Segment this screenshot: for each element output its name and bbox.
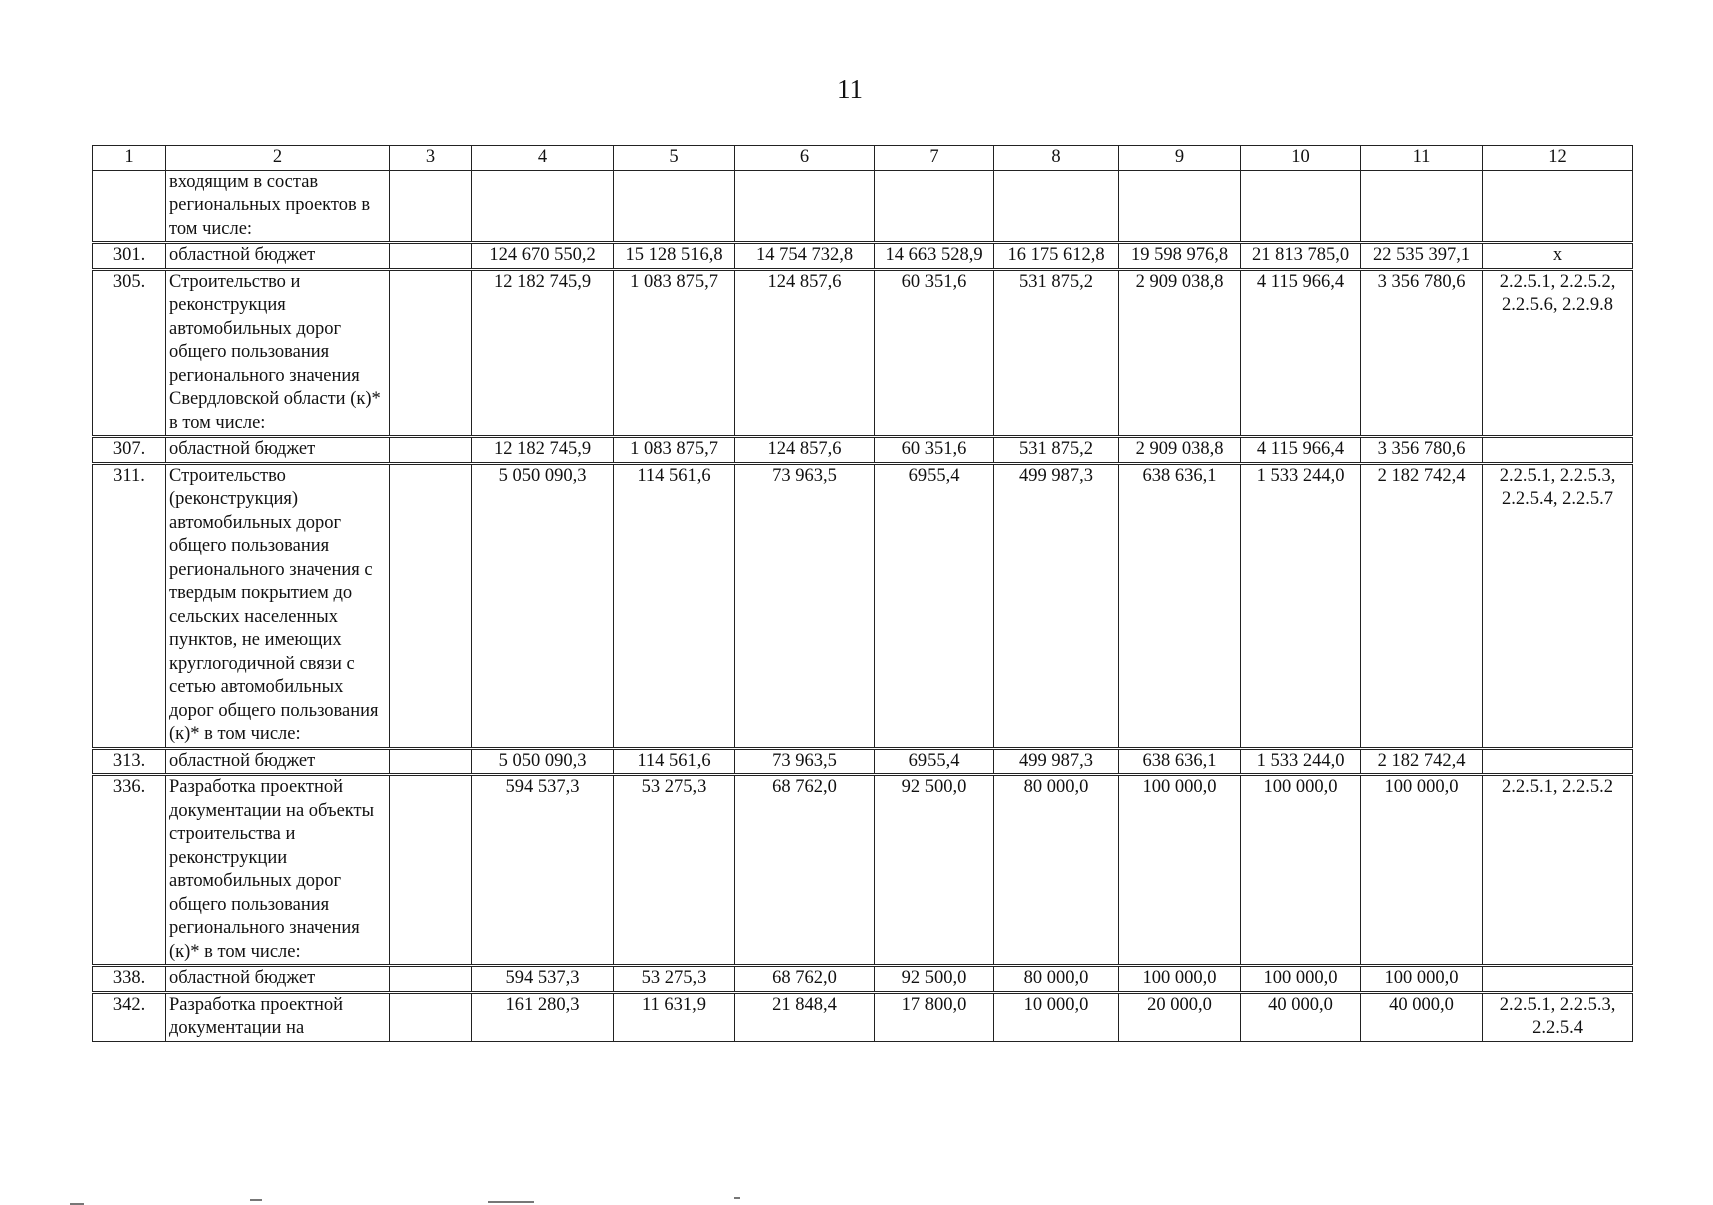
value-cell: 594 537,3 xyxy=(472,775,614,966)
value-cell: 5 050 090,3 xyxy=(472,748,614,775)
value-cell: 12 182 745,9 xyxy=(472,269,614,437)
reference-cell: 2.2.5.1, 2.2.5.3, 2.2.5.4, 2.2.5.7 xyxy=(1483,463,1633,748)
value-cell: 10 000,0 xyxy=(994,992,1119,1041)
scan-mark xyxy=(734,1197,740,1199)
column-header-5: 5 xyxy=(614,146,735,171)
value-cell: 92 500,0 xyxy=(875,966,994,993)
scan-mark xyxy=(488,1201,534,1203)
table-row xyxy=(93,243,1633,270)
column-header-1: 1 xyxy=(93,146,166,171)
row-name-cell: Разработка проектной документации на объекты строительства и реконструкции автомобильных дорог общего пользования регионального значения (к)* в том числе: xyxy=(166,775,390,966)
value-cell: 638 636,1 xyxy=(1119,748,1241,775)
value-cell: 53 275,3 xyxy=(614,966,735,993)
value-cell: 12 182 745,9 xyxy=(472,437,614,464)
value-cell: 638 636,1 xyxy=(1119,463,1241,748)
column-header-4: 4 xyxy=(472,146,614,171)
value-cell: 531 875,2 xyxy=(994,269,1119,437)
row-name-cell: областной бюджет xyxy=(166,748,390,775)
value-cell: 60 351,6 xyxy=(875,437,994,464)
column-number-row xyxy=(93,146,1633,171)
value-cell: 594 537,3 xyxy=(472,966,614,993)
column-3-cell xyxy=(390,992,472,1041)
reference-cell: 2.2.5.1, 2.2.5.2 xyxy=(1483,775,1633,966)
value-cell: 124 857,6 xyxy=(735,437,875,464)
value-cell: 17 800,0 xyxy=(875,992,994,1041)
column-header-8: 8 xyxy=(994,146,1119,171)
column-3-cell xyxy=(390,966,472,993)
value-cell: 114 561,6 xyxy=(614,463,735,748)
value-cell xyxy=(472,170,614,243)
row-name-cell: областной бюджет xyxy=(166,243,390,270)
table-row xyxy=(93,463,1633,748)
value-cell: 40 000,0 xyxy=(1241,992,1361,1041)
value-cell: 499 987,3 xyxy=(994,748,1119,775)
row-number-cell: 338. xyxy=(93,966,166,993)
value-cell: 100 000,0 xyxy=(1361,775,1483,966)
value-cell xyxy=(735,170,875,243)
value-cell: 11 631,9 xyxy=(614,992,735,1041)
value-cell: 80 000,0 xyxy=(994,775,1119,966)
value-cell: 100 000,0 xyxy=(1241,775,1361,966)
value-cell: 16 175 612,8 xyxy=(994,243,1119,270)
value-cell: 100 000,0 xyxy=(1361,966,1483,993)
table-row xyxy=(93,170,1633,243)
row-number-cell: 305. xyxy=(93,269,166,437)
reference-cell xyxy=(1483,170,1633,243)
row-name-cell: областной бюджет xyxy=(166,437,390,464)
row-name-cell: входящим в состав региональных проектов в том числе: xyxy=(166,170,390,243)
column-header-3: 3 xyxy=(390,146,472,171)
value-cell: 80 000,0 xyxy=(994,966,1119,993)
reference-cell: 2.2.5.1, 2.2.5.2, 2.2.5.6, 2.2.9.8 xyxy=(1483,269,1633,437)
value-cell: 531 875,2 xyxy=(994,437,1119,464)
value-cell: 15 128 516,8 xyxy=(614,243,735,270)
row-name-cell: Строительство (реконструкция) автомобильных дорог общего пользования регионального значения с твердым покрытием до сельских населенных пунктов, не имеющих круглогодичной связи с сетью автомобильных дорог общего пользования (к)* в том числе: xyxy=(166,463,390,748)
row-number-cell: 301. xyxy=(93,243,166,270)
column-3-cell xyxy=(390,775,472,966)
value-cell: 100 000,0 xyxy=(1119,966,1241,993)
value-cell: 1 533 244,0 xyxy=(1241,748,1361,775)
column-header-10: 10 xyxy=(1241,146,1361,171)
value-cell: 60 351,6 xyxy=(875,269,994,437)
reference-cell xyxy=(1483,437,1633,464)
value-cell: 499 987,3 xyxy=(994,463,1119,748)
value-cell: 1 083 875,7 xyxy=(614,269,735,437)
value-cell: 100 000,0 xyxy=(1119,775,1241,966)
value-cell: 40 000,0 xyxy=(1361,992,1483,1041)
value-cell: 1 083 875,7 xyxy=(614,437,735,464)
column-header-2: 2 xyxy=(166,146,390,171)
scan-mark xyxy=(250,1199,262,1201)
value-cell: 114 561,6 xyxy=(614,748,735,775)
value-cell: 1 533 244,0 xyxy=(1241,463,1361,748)
value-cell: 2 182 742,4 xyxy=(1361,748,1483,775)
row-number-cell: 313. xyxy=(93,748,166,775)
value-cell: 20 000,0 xyxy=(1119,992,1241,1041)
column-3-cell xyxy=(390,170,472,243)
value-cell: 3 356 780,6 xyxy=(1361,269,1483,437)
table-row xyxy=(93,992,1633,1041)
value-cell xyxy=(994,170,1119,243)
table-row xyxy=(93,966,1633,993)
table-header xyxy=(93,146,1633,171)
value-cell: 73 963,5 xyxy=(735,748,875,775)
value-cell xyxy=(1119,170,1241,243)
table-body xyxy=(93,170,1633,1041)
value-cell xyxy=(1241,170,1361,243)
value-cell: 161 280,3 xyxy=(472,992,614,1041)
value-cell: 14 754 732,8 xyxy=(735,243,875,270)
row-number-cell xyxy=(93,170,166,243)
value-cell: 5 050 090,3 xyxy=(472,463,614,748)
column-3-cell xyxy=(390,463,472,748)
value-cell: 6955,4 xyxy=(875,463,994,748)
value-cell: 21 813 785,0 xyxy=(1241,243,1361,270)
row-name-cell: областной бюджет xyxy=(166,966,390,993)
value-cell: 100 000,0 xyxy=(1241,966,1361,993)
value-cell: 19 598 976,8 xyxy=(1119,243,1241,270)
value-cell: 68 762,0 xyxy=(735,966,875,993)
value-cell: 2 182 742,4 xyxy=(1361,463,1483,748)
table-row xyxy=(93,748,1633,775)
row-number-cell: 342. xyxy=(93,992,166,1041)
value-cell: 6955,4 xyxy=(875,748,994,775)
column-header-7: 7 xyxy=(875,146,994,171)
column-3-cell xyxy=(390,437,472,464)
column-header-12: 12 xyxy=(1483,146,1633,171)
column-header-11: 11 xyxy=(1361,146,1483,171)
row-name-cell: Разработка проектной документации на xyxy=(166,992,390,1041)
column-3-cell xyxy=(390,748,472,775)
row-number-cell: 311. xyxy=(93,463,166,748)
table-row xyxy=(93,775,1633,966)
value-cell: 2 909 038,8 xyxy=(1119,437,1241,464)
value-cell xyxy=(1361,170,1483,243)
page-number: 11 xyxy=(837,74,863,104)
reference-cell: 2.2.5.1, 2.2.5.3, 2.2.5.4 xyxy=(1483,992,1633,1041)
value-cell: 14 663 528,9 xyxy=(875,243,994,270)
reference-cell xyxy=(1483,966,1633,993)
value-cell: 3 356 780,6 xyxy=(1361,437,1483,464)
budget-table xyxy=(92,145,1633,1042)
row-name-cell: Строительство и реконструкция автомобильных дорог общего пользования регионального значения Свердловской области (к)* в том числе: xyxy=(166,269,390,437)
value-cell: 124 670 550,2 xyxy=(472,243,614,270)
value-cell: 68 762,0 xyxy=(735,775,875,966)
value-cell: 21 848,4 xyxy=(735,992,875,1041)
row-number-cell: 336. xyxy=(93,775,166,966)
value-cell: 22 535 397,1 xyxy=(1361,243,1483,270)
column-header-9: 9 xyxy=(1119,146,1241,171)
table-row xyxy=(93,269,1633,437)
column-3-cell xyxy=(390,269,472,437)
value-cell: 4 115 966,4 xyxy=(1241,269,1361,437)
reference-cell: x xyxy=(1483,243,1633,270)
row-number-cell: 307. xyxy=(93,437,166,464)
reference-cell xyxy=(1483,748,1633,775)
value-cell: 124 857,6 xyxy=(735,269,875,437)
value-cell xyxy=(875,170,994,243)
value-cell xyxy=(614,170,735,243)
value-cell: 92 500,0 xyxy=(875,775,994,966)
value-cell: 73 963,5 xyxy=(735,463,875,748)
value-cell: 53 275,3 xyxy=(614,775,735,966)
column-header-6: 6 xyxy=(735,146,875,171)
column-3-cell xyxy=(390,243,472,270)
value-cell: 4 115 966,4 xyxy=(1241,437,1361,464)
table-row xyxy=(93,437,1633,464)
value-cell: 2 909 038,8 xyxy=(1119,269,1241,437)
